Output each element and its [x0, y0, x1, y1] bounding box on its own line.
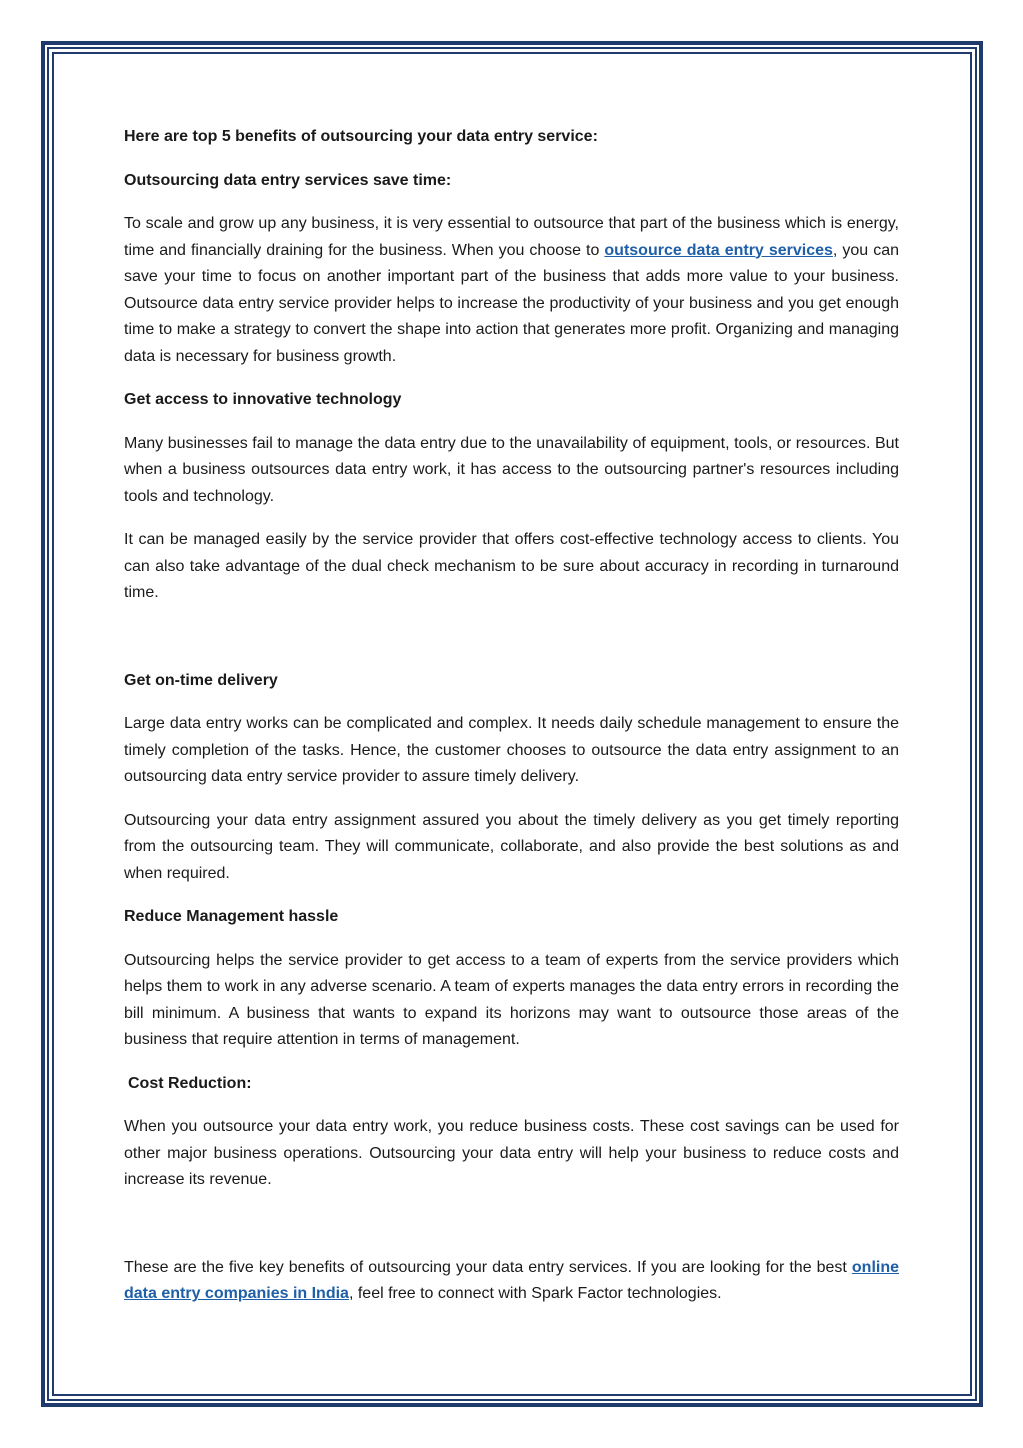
- section-heading-cost: Cost Reduction:: [128, 1074, 252, 1092]
- section-heading-save-time: Outsourcing data entry services save time:: [124, 171, 452, 189]
- online-data-entry-companies-link[interactable]: online data entry companies in India: [124, 1258, 899, 1302]
- outsource-data-entry-link[interactable]: outsource data entry services: [604, 241, 833, 259]
- paragraph-text: These are the five key benefits of outsourcing your data entry services. If you are looking for the best: [124, 1258, 852, 1276]
- section-heading-delivery: Get on-time delivery: [124, 671, 278, 689]
- paragraph-delivery-1: Large data entry works can be complicated and complex. It needs daily schedule management to ensure the timely completion of the tasks. Hence, the customer chooses to outsource the data entry assignment to an outsourcing data entry service provider to assure timely delivery.: [124, 715, 899, 785]
- paragraph-cost: When you outsource your data entry work, you reduce business costs. These cost savings can be used for other major business operations. Outsourcing your data entry will help your business to reduce costs and increase its revenue.: [124, 1118, 899, 1188]
- closing-paragraph: [124, 1255, 899, 1308]
- paragraph-text: , you can save your time to focus on another important part of the business that adds more value to your business. Outsource data entry service provider helps to increase the productivity of your business and you get enough time to make a strategy to convert the shape into action that generates more profit. Organizing and managing data is necessary for business growth.: [124, 241, 899, 365]
- paragraph-management: Outsourcing helps the service provider to get access to a team of experts from the service providers which helps them to work in any adverse scenario. A team of experts manages the data entry errors in recording the bill minimum. A business that wants to expand its horizons may want to outsource those areas of the business that require attention in terms of management.: [124, 951, 899, 1048]
- paragraph-text: To scale and grow up any business, it is very essential to outsource that part of the business which is energy, time and financially draining for the business. When you choose to: [124, 215, 899, 259]
- paragraph-text: , feel free to connect with Spark Factor technologies.: [348, 1285, 722, 1302]
- section-heading-management: Reduce Management hassle: [124, 908, 339, 925]
- intro-heading: Here are top 5 benefits of outsourcing your data entry service:: [124, 128, 598, 145]
- paragraph-technology-2: It can be managed easily by the service provider that offers cost-effective technology access to clients. You can also take advantage of the dual check mechanism to be sure about accuracy in recording in turnaround time.: [124, 531, 899, 601]
- document-body: [124, 124, 899, 1308]
- paragraph-save-time: [124, 211, 899, 370]
- paragraph-delivery-2: Outsourcing your data entry assignment assured you about the timely delivery as you get timely reporting from the outsourcing team. They will communicate, collaborate, and also provide the best solutions as and when required.: [124, 811, 899, 882]
- paragraph-technology-1: Many businesses fail to manage the data entry due to the unavailability of equipment, tools, or resources. But when a business outsources data entry work, it has access to the outsourcing partner's resources including tools and technology.: [124, 434, 899, 505]
- section-heading-technology: Get access to innovative technology: [124, 391, 402, 408]
